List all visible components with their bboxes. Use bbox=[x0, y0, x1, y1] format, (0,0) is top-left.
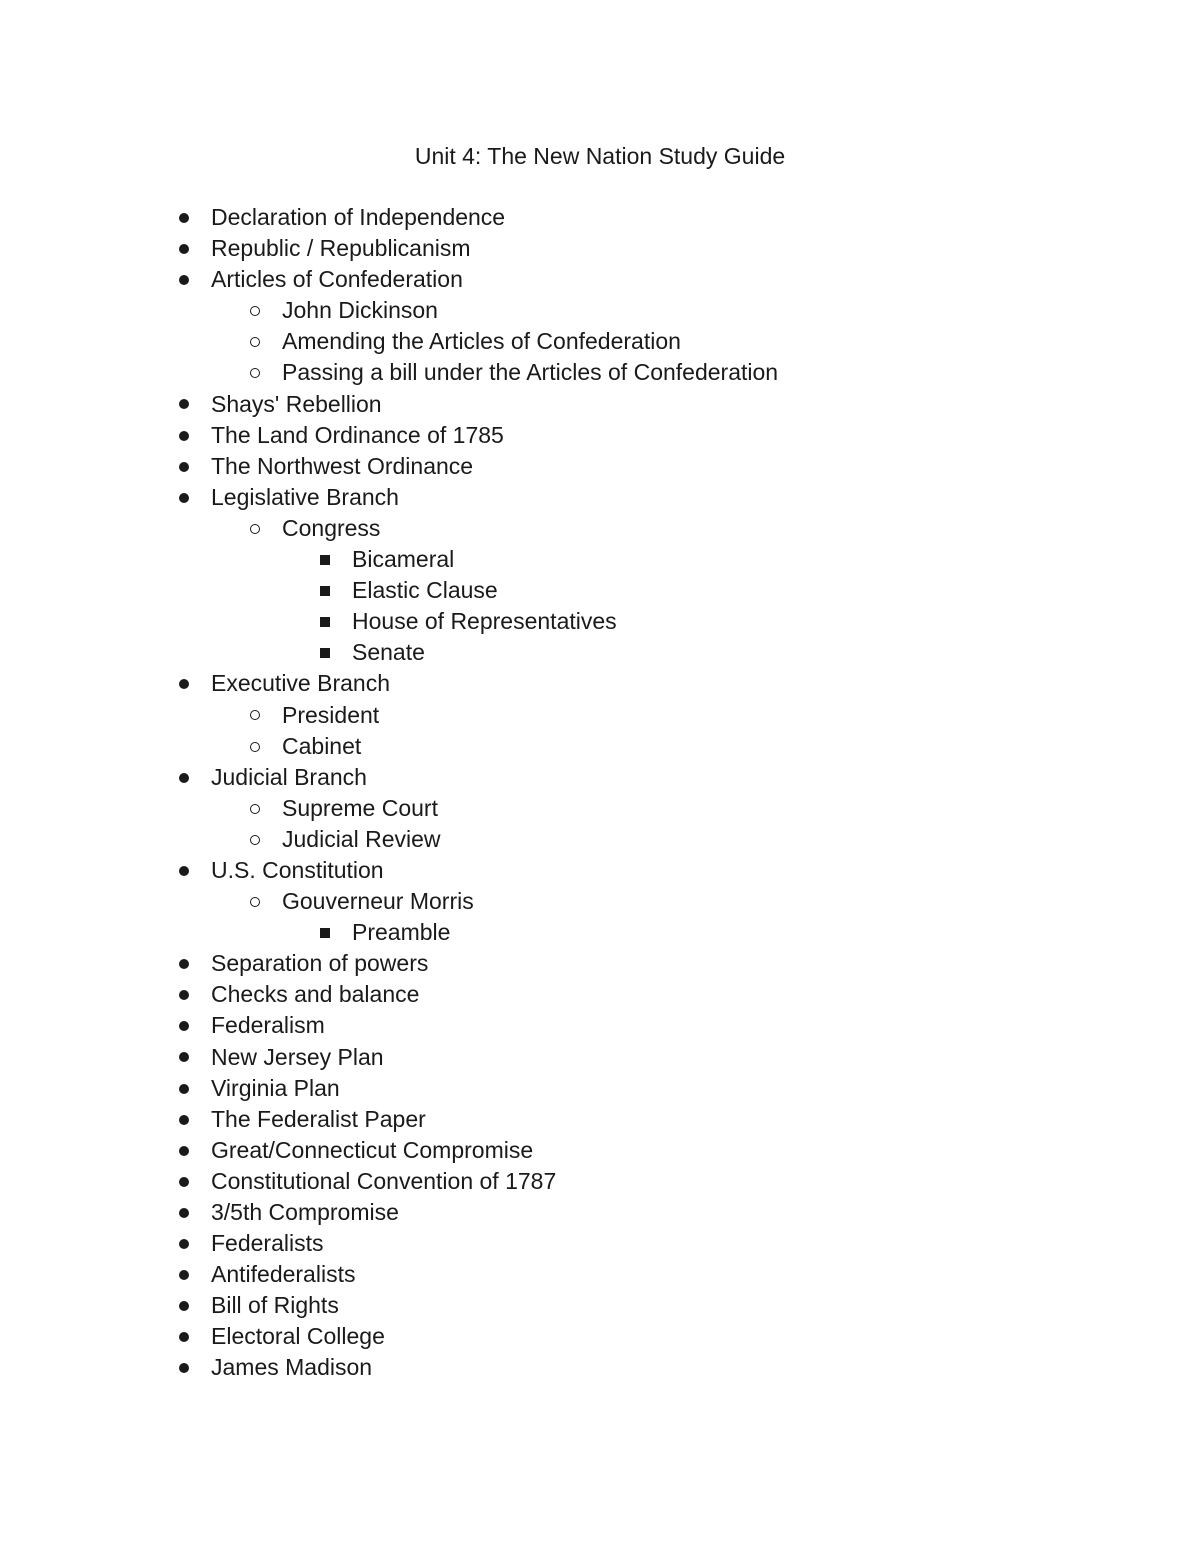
list-item-text: President bbox=[282, 701, 380, 728]
bullet-dot-icon bbox=[176, 482, 192, 513]
list-item-text: The Federalist Paper bbox=[211, 1105, 426, 1132]
list-item-text: Amending the Articles of Confederation bbox=[282, 328, 681, 355]
list-item-text: Gouverneur Morris bbox=[282, 888, 474, 915]
bullet-dot-icon bbox=[176, 1104, 192, 1135]
bullet-dot-icon bbox=[176, 948, 192, 979]
bullet-dot-icon bbox=[176, 389, 192, 420]
list-item-text: Preamble bbox=[352, 919, 451, 946]
bullet-dot-icon bbox=[176, 1073, 192, 1104]
bullet-circle-icon bbox=[247, 295, 263, 326]
bullet-square-icon bbox=[317, 917, 333, 948]
bullet-square-icon bbox=[317, 575, 333, 606]
bullet-circle-icon bbox=[247, 700, 263, 731]
bullet-circle-icon bbox=[247, 824, 263, 855]
bullet-dot-icon bbox=[176, 420, 192, 451]
list-item-text: Republic / Republicanism bbox=[211, 235, 471, 262]
list-item-text: Electoral College bbox=[211, 1323, 385, 1350]
list-item-text: Congress bbox=[282, 514, 381, 541]
list-item-text: Bill of Rights bbox=[211, 1292, 339, 1319]
list-item-text: 3/5th Compromise bbox=[211, 1199, 399, 1225]
bullet-dot-icon bbox=[176, 202, 192, 233]
list-item-text: Elastic Clause bbox=[352, 577, 498, 604]
bullet-circle-icon bbox=[247, 326, 263, 357]
list-item-text: Separation of powers bbox=[211, 950, 429, 977]
bullet-circle-icon bbox=[247, 793, 263, 824]
bullet-circle-icon bbox=[247, 886, 263, 917]
list-item-text: House of Representatives bbox=[352, 608, 617, 635]
list-item-text: Declaration of Independence bbox=[211, 204, 506, 230]
list-item-text: Articles of Confederation bbox=[211, 266, 463, 293]
bullet-dot-icon bbox=[176, 1321, 192, 1352]
list-item-text: Cabinet bbox=[282, 732, 362, 759]
bullet-dot-icon bbox=[176, 855, 192, 886]
list-item-text: Executive Branch bbox=[211, 670, 390, 697]
list-item-text: James Madison bbox=[211, 1354, 373, 1381]
bullet-square-icon bbox=[317, 637, 333, 668]
bullet-dot-icon bbox=[176, 264, 192, 295]
bullet-dot-icon bbox=[176, 1352, 192, 1383]
bullet-dot-icon bbox=[176, 1010, 192, 1041]
list-item-text: Shays' Rebellion bbox=[211, 390, 382, 417]
list-item-text: Legislative Branch bbox=[211, 483, 399, 510]
bullet-dot-icon bbox=[176, 1197, 192, 1228]
bullet-dot-icon bbox=[176, 762, 192, 793]
bullet-dot-icon bbox=[176, 1228, 192, 1259]
list-item-text: Senate bbox=[352, 639, 425, 666]
bullet-dot-icon bbox=[176, 668, 192, 699]
list-item-text: New Jersey Plan bbox=[211, 1043, 384, 1070]
bullet-square-icon bbox=[317, 544, 333, 575]
list-item-text: U.S. Constitution bbox=[211, 856, 384, 883]
bullet-circle-icon bbox=[247, 731, 263, 762]
bullet-dot-icon bbox=[176, 979, 192, 1010]
bullet-circle-icon bbox=[247, 357, 263, 388]
bullet-dot-icon bbox=[176, 1290, 192, 1321]
bullet-dot-icon bbox=[176, 451, 192, 482]
bullet-dot-icon bbox=[176, 1042, 192, 1073]
page-title: Unit 4: The New Nation Study Guide bbox=[414, 143, 786, 169]
bullet-square-icon bbox=[317, 606, 333, 637]
list-item-text: John Dickinson bbox=[282, 297, 438, 324]
bullet-dot-icon bbox=[176, 1135, 192, 1166]
list-item-text: Constitutional Convention of 1787 bbox=[211, 1167, 557, 1194]
bullet-dot-icon bbox=[176, 233, 192, 264]
list-item-text: Federalism bbox=[211, 1012, 325, 1039]
list-item-text: The Land Ordinance of 1785 bbox=[211, 421, 504, 448]
bullet-dot-icon bbox=[176, 1259, 192, 1290]
list-item-text: Federalists bbox=[211, 1230, 324, 1257]
list-item-text: Judicial Branch bbox=[211, 763, 367, 790]
bullet-dot-icon bbox=[176, 1166, 192, 1197]
list-item-text: Checks and balance bbox=[211, 981, 420, 1008]
list-item-text: Virginia Plan bbox=[211, 1074, 340, 1101]
bullet-circle-icon bbox=[247, 513, 263, 544]
list-item-text: Great/Connecticut Compromise bbox=[211, 1136, 534, 1163]
list-item-text: Passing a bill under the Articles of Confederation bbox=[282, 359, 779, 386]
list-item-text: Judicial Review bbox=[282, 825, 441, 852]
list-item-text: Supreme Court bbox=[282, 794, 438, 821]
list-item-text: Bicameral bbox=[352, 546, 455, 573]
list-item-text: Antifederalists bbox=[211, 1261, 356, 1288]
list-item-text: The Northwest Ordinance bbox=[211, 452, 474, 479]
